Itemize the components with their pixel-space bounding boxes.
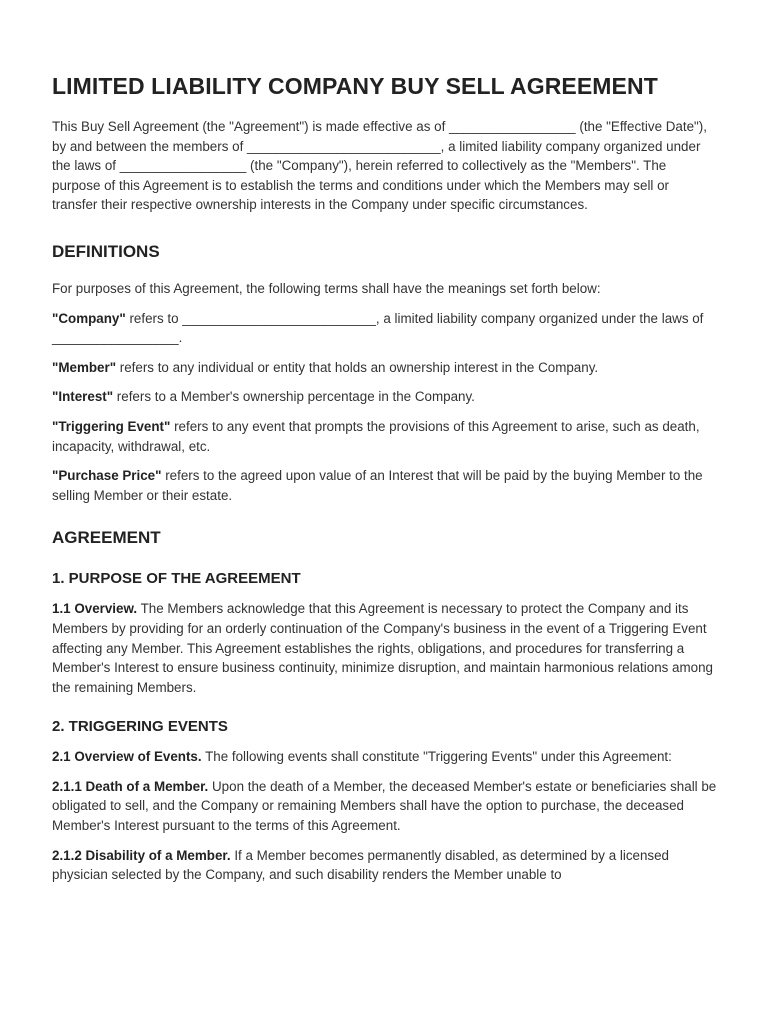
definition-term: "Company" bbox=[52, 310, 126, 326]
clause-2-1-1 bbox=[52, 777, 718, 836]
clause-1-1 bbox=[52, 599, 718, 697]
definition-purchase-price bbox=[52, 466, 718, 505]
clause-text: Upon the death of a Member, the deceased Member's estate or beneficiaries shall be obligated to sell, and the Company or remaining Members shall have the option to purchase, the deceased Member's Interest pursuant to the terms of this Agreement. bbox=[52, 778, 717, 834]
definition-text: refers to a Member's ownership percentage in the Company. bbox=[113, 389, 475, 405]
section-1-heading: 1. PURPOSE OF THE AGREEMENT bbox=[52, 570, 301, 588]
clause-label: 2.1.2 Disability of a Member. bbox=[52, 847, 231, 863]
definition-interest bbox=[52, 387, 718, 407]
clause-2-1-2 bbox=[52, 846, 718, 885]
clause-2-1 bbox=[52, 747, 718, 767]
definition-triggering-event bbox=[52, 417, 718, 456]
section-2-heading: 2. TRIGGERING EVENTS bbox=[52, 718, 228, 736]
clause-label: 2.1 Overview of Events. bbox=[52, 749, 202, 765]
clause-label: 1.1 Overview. bbox=[52, 601, 138, 617]
definition-text: refers to any event that prompts the provisions of this Agreement to arise, such as death, incapacity, withdrawal, etc. bbox=[52, 418, 700, 454]
clause-text: The following events shall constitute "Triggering Events" under this Agreement: bbox=[201, 749, 672, 765]
clause-text: The Members acknowledge that this Agreement is necessary to protect the Company and its Members by providing for an orderly continuation of the Company's business in the event of a Triggering Event affecting any Member. This Agreement establishes the rights, obligations, and procedures for transferring a Member's Interest to ensure business continuity, minimize disruption, and maintain harmonious relations among the remaining Members. bbox=[52, 601, 714, 695]
definition-text: refers to __________________________, a limited liability company organized under the laws of _________________. bbox=[52, 310, 704, 346]
definition-term: "Triggering Event" bbox=[52, 418, 171, 434]
document-title: LIMITED LIABILITY COMPANY BUY SELL AGREEMENT bbox=[52, 73, 658, 99]
definition-text: refers to any individual or entity that holds an ownership interest in the Company. bbox=[116, 359, 599, 375]
definition-term: "Member" bbox=[52, 359, 117, 375]
definition-text: refers to the agreed upon value of an Interest that will be paid by the buying Member to the selling Member or their estate. bbox=[52, 468, 703, 503]
definition-company bbox=[52, 309, 718, 348]
definitions-lead: For purposes of this Agreement, the following terms shall have the meanings set forth below: bbox=[52, 280, 601, 296]
definition-term: "Purchase Price" bbox=[52, 468, 162, 484]
agreement-heading: AGREEMENT bbox=[52, 528, 161, 548]
definitions-heading: DEFINITIONS bbox=[52, 241, 160, 261]
clause-label: 2.1.1 Death of a Member. bbox=[52, 778, 209, 794]
definition-term: "Interest" bbox=[52, 389, 114, 405]
intro-paragraph: This Buy Sell Agreement (the "Agreement") is made effective as of _________________ (the "Effective Date"), by and between the members of __________________________, a limited liability company organized under the laws of _________________ (the "Company"), herein referred to collectively as the "Members". The purpose of this Agreement is to establish the terms and conditions under which the Members may sell or transfer their respective ownership interests in the Company under specific circumstances. bbox=[52, 119, 707, 213]
definition-member bbox=[52, 358, 718, 378]
clause-text: If a Member becomes permanently disabled, as determined by a licensed physician selected by the Company, and such disability renders the Member unable to bbox=[52, 847, 670, 883]
